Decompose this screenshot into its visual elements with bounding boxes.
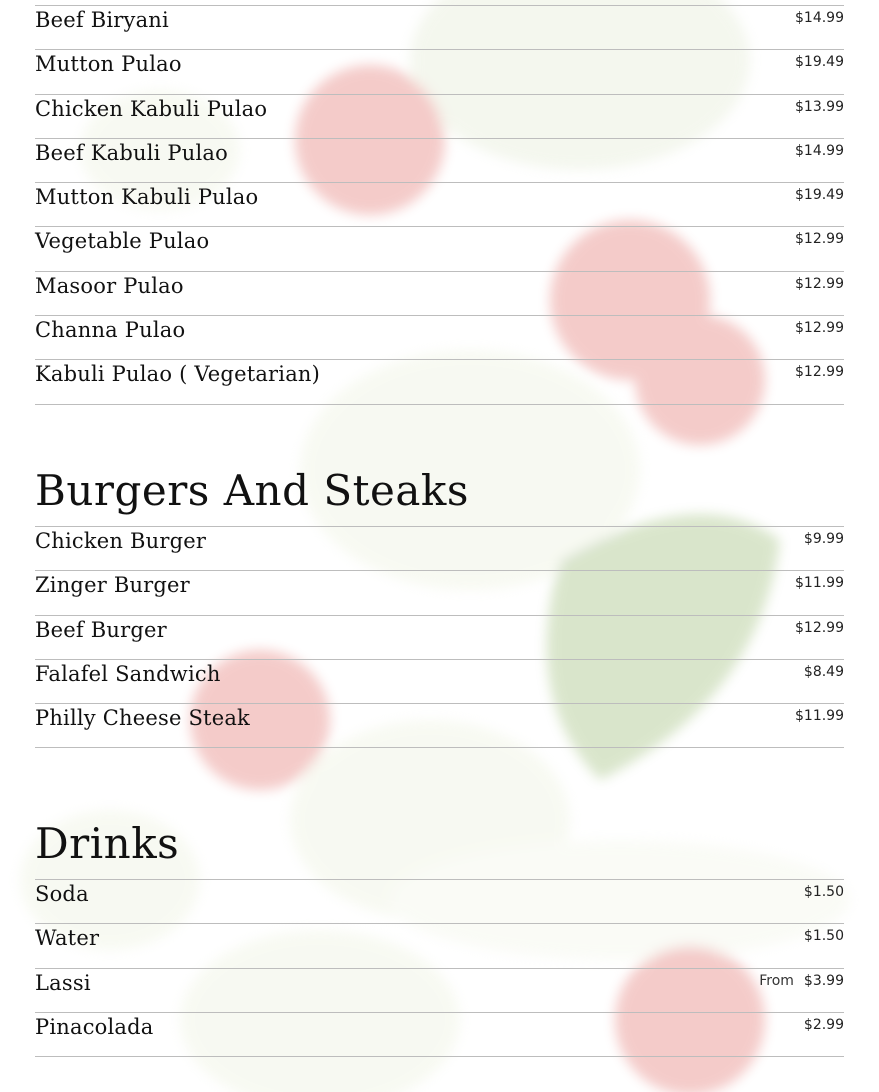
- item-price: $19.49: [795, 54, 844, 71]
- item-price: $14.99: [795, 10, 844, 26]
- item-price: $8.49: [803, 663, 844, 680]
- menu-item: [35, 315, 844, 359]
- menu-item: [35, 226, 844, 270]
- item-price: $12.99: [795, 231, 844, 248]
- item-name: Mutton Pulao: [35, 52, 182, 77]
- item-name: Masoor Pulao: [35, 273, 184, 298]
- menu-item: [35, 570, 844, 614]
- item-price: $11.99: [795, 708, 844, 725]
- item-price: $1.50: [803, 928, 844, 945]
- item-name: Beef Kabuli Pulao: [35, 140, 228, 165]
- item-name: Zinger Burger: [35, 573, 190, 598]
- menu-item: [35, 182, 844, 226]
- menu-item: [35, 526, 844, 570]
- menu-item: [35, 5, 844, 49]
- item-name: Chicken Burger: [35, 529, 207, 553]
- item-price: $1.50: [803, 884, 844, 900]
- item-price: $2.99: [803, 1016, 844, 1033]
- item-name: Falafel Sandwich: [35, 661, 221, 686]
- item-name: Kabuli Pulao ( Vegetarian): [35, 362, 321, 387]
- item-price: $12.99: [795, 619, 844, 636]
- item-name: Philly Cheese Steak: [35, 706, 250, 731]
- menu-item: [35, 923, 844, 967]
- item-price: $13.99: [795, 98, 844, 115]
- menu-item: [35, 94, 844, 138]
- item-name: Beef Burger: [35, 617, 167, 642]
- item-name: Channa Pulao: [35, 318, 186, 343]
- item-price-group: [759, 973, 844, 989]
- price-from-label: From: [759, 972, 794, 989]
- menu-item: [35, 968, 844, 1012]
- item-name: Chicken Kabuli Pulao: [35, 96, 268, 121]
- item-name: Water: [35, 926, 100, 951]
- item-name: Pinacolada: [35, 1014, 154, 1039]
- item-name: Mutton Kabuli Pulao: [35, 185, 259, 210]
- menu-item: [35, 615, 844, 659]
- pulao-biryani-list: [35, 5, 844, 405]
- item-price: $12.99: [795, 364, 844, 381]
- menu-item: [35, 359, 844, 404]
- menu-item: [35, 879, 844, 923]
- item-name: Lassi: [35, 970, 91, 995]
- menu-item: [35, 138, 844, 182]
- item-price: $19.49: [795, 187, 844, 204]
- drinks-section: [35, 809, 844, 1057]
- item-price: $12.99: [795, 320, 844, 337]
- menu-item: [35, 1012, 844, 1057]
- menu-item: [35, 703, 844, 748]
- burgers-section: [35, 456, 844, 748]
- item-price: $3.99: [803, 972, 844, 989]
- section-title: Burgers And Steaks: [35, 466, 469, 515]
- item-price: $14.99: [795, 142, 844, 159]
- section-title: Drinks: [35, 819, 180, 868]
- menu-item: [35, 271, 844, 315]
- item-price: $11.99: [795, 575, 844, 592]
- menu-item: [35, 659, 844, 703]
- item-name: Vegetable Pulao: [35, 229, 210, 254]
- item-price: $12.99: [795, 275, 844, 292]
- item-price: $9.99: [803, 531, 844, 547]
- item-name: Soda: [35, 882, 89, 906]
- menu-item: [35, 49, 844, 93]
- item-name: Beef Biryani: [35, 8, 169, 32]
